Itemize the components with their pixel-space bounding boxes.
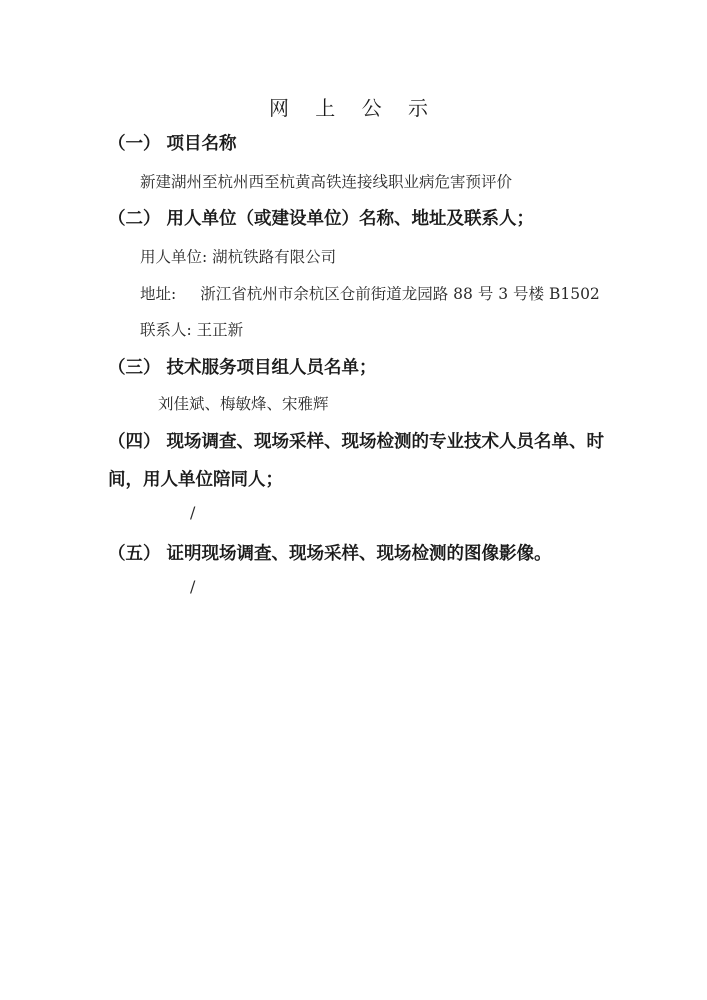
section-4-value: / — [190, 503, 196, 522]
section-3-heading — [108, 354, 377, 379]
section-5-value: / — [190, 577, 196, 596]
employer-address-line — [140, 282, 600, 304]
section-5-number: （五） — [108, 544, 161, 564]
section-4-title: 现场调查、现场采样、现场检测的专业技术人员名单、时 — [166, 432, 604, 452]
section-2-number: （二） — [108, 209, 161, 229]
section-1-title: 项目名称 — [166, 134, 237, 154]
section-4-heading — [108, 428, 604, 453]
employer-address-label: 地址: — [140, 285, 177, 303]
project-name: 新建湖州至杭州西至杭黄高铁连接线职业病危害预评价 — [140, 173, 513, 191]
employer-contact-label: 联系人: — [140, 321, 192, 339]
section-4-heading-cont: 间，用人单位陪同人； — [108, 470, 283, 490]
section-3-number: （三） — [108, 358, 161, 378]
section-2-heading — [108, 205, 534, 230]
section-1-number: （一） — [108, 134, 161, 154]
employer-unit-line — [140, 245, 336, 267]
employer-contact-value: 王正新 — [196, 321, 244, 339]
employer-address-value: 浙江省杭州市余杭区仓前街道龙园路 88 号 3 号楼 B1502 — [200, 285, 600, 303]
team-members: 刘佳斌、梅敏烽、宋雅辉 — [158, 395, 329, 413]
employer-contact-line — [140, 318, 243, 340]
employer-unit-value: 湖杭铁路有限公司 — [212, 248, 337, 266]
section-2-title: 用人单位（或建设单位）名称、地址及联系人； — [166, 209, 534, 229]
section-4-number: （四） — [108, 432, 161, 452]
employer-unit-label: 用人单位: — [140, 248, 208, 266]
section-1-heading — [108, 130, 237, 155]
page-title: 网 上 公 示 — [268, 96, 439, 120]
section-5-title: 证明现场调查、现场采样、现场检测的图像影像。 — [166, 544, 552, 564]
section-3-title: 技术服务项目组人员名单； — [166, 358, 377, 378]
section-5-heading — [108, 540, 552, 565]
